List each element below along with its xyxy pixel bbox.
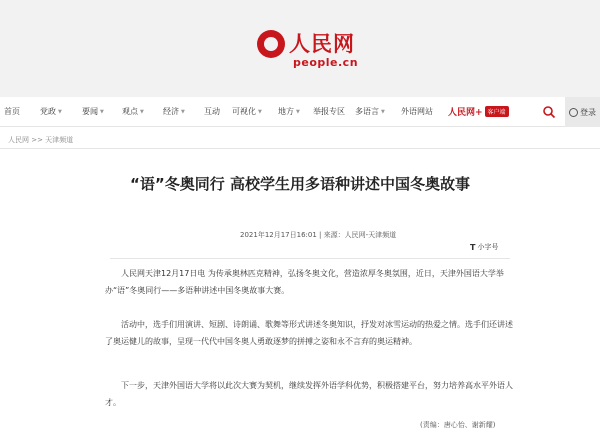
app-logo: 人民网+	[448, 107, 483, 118]
nav-item-label: 党政	[40, 107, 56, 116]
article-paragraph: 活动中，选手们用演讲、短剧、诗朗诵、歌舞等形式讲述冬奥知识，抒发对冰雪运动的热爱之情。选手们还讲述了奥运健儿的故事，呈现一代代中国冬奥人勇敢逐梦的拼搏之姿和永不言弃的奥运精神。	[105, 320, 513, 346]
font-size-icon: T	[470, 242, 476, 252]
nav-item-label: 地方	[278, 107, 294, 116]
search-icon[interactable]	[542, 105, 556, 119]
chevron-down-icon: ▼	[140, 108, 144, 115]
font-size-toggle[interactable]	[470, 242, 498, 252]
nav-item[interactable]	[40, 97, 62, 127]
people-logo-icon	[257, 30, 285, 58]
divider	[110, 258, 510, 259]
nav-item[interactable]	[204, 97, 220, 127]
nav-item[interactable]	[313, 97, 345, 127]
article-title: “语”冬奥同行 高校学生用多语种讲述中国冬奥故事	[130, 175, 470, 193]
app-download-badge[interactable]	[448, 104, 514, 118]
nav-item[interactable]	[232, 97, 262, 127]
main-nav	[0, 97, 600, 127]
login-button[interactable]	[565, 97, 600, 127]
nav-item[interactable]	[4, 97, 20, 127]
nav-item-label: 互动	[204, 107, 220, 116]
nav-item-label: 要闻	[82, 107, 98, 116]
article-paragraph: 下一步，天津外国语大学将以此次大赛为契机，继续发挥外语学科优势，积极搭建平台，努力培养高水平外语人才。	[105, 381, 513, 407]
font-size-label: 小字号	[477, 243, 499, 251]
header-banner	[0, 0, 600, 97]
user-icon	[569, 108, 578, 117]
nav-item[interactable]	[278, 97, 300, 127]
nav-item-label: 举报专区	[313, 107, 345, 116]
logo-text: 人民网	[289, 31, 355, 56]
nav-item[interactable]	[355, 97, 385, 127]
people-logo[interactable]	[257, 26, 367, 72]
nav-item[interactable]	[401, 97, 433, 127]
nav-item-label: 首页	[4, 107, 20, 116]
nav-item-label: 外语网站	[401, 107, 433, 116]
chevron-down-icon: ▼	[58, 108, 62, 115]
nav-item[interactable]	[82, 97, 104, 127]
chevron-down-icon: ▼	[381, 108, 385, 115]
nav-item-label: 可视化	[232, 107, 256, 116]
logo-sub: people.cn	[293, 56, 359, 69]
chevron-down-icon: ▼	[181, 108, 185, 115]
article-paragraph: 人民网天津12月17日电 为传承奥林匹克精神，弘扬冬奥文化，营造浓厚冬奥氛围，近日，天津外国语大学举办“语”冬奥同行——多语种讲述中国冬奥故事大赛。	[105, 269, 504, 295]
app-label: 客户端	[485, 106, 509, 117]
chevron-down-icon: ▼	[296, 108, 300, 115]
article-meta: 2021年12月17日16:01 | 来源：人民网-天津频道	[240, 231, 397, 239]
breadcrumb[interactable]: 人民网 >> 天津频道	[8, 136, 74, 144]
nav-item-label: 多语言	[355, 107, 379, 116]
nav-item-label: 观点	[122, 107, 138, 116]
divider	[0, 148, 600, 149]
nav-item[interactable]	[122, 97, 144, 127]
nav-item[interactable]	[163, 97, 185, 127]
nav-item-label: 经济	[163, 107, 179, 116]
editor-credit: (责编：唐心怡、谢新耀)	[420, 421, 496, 429]
chevron-down-icon: ▼	[258, 108, 262, 115]
chevron-down-icon: ▼	[100, 108, 104, 115]
login-label: 登录	[580, 107, 596, 117]
